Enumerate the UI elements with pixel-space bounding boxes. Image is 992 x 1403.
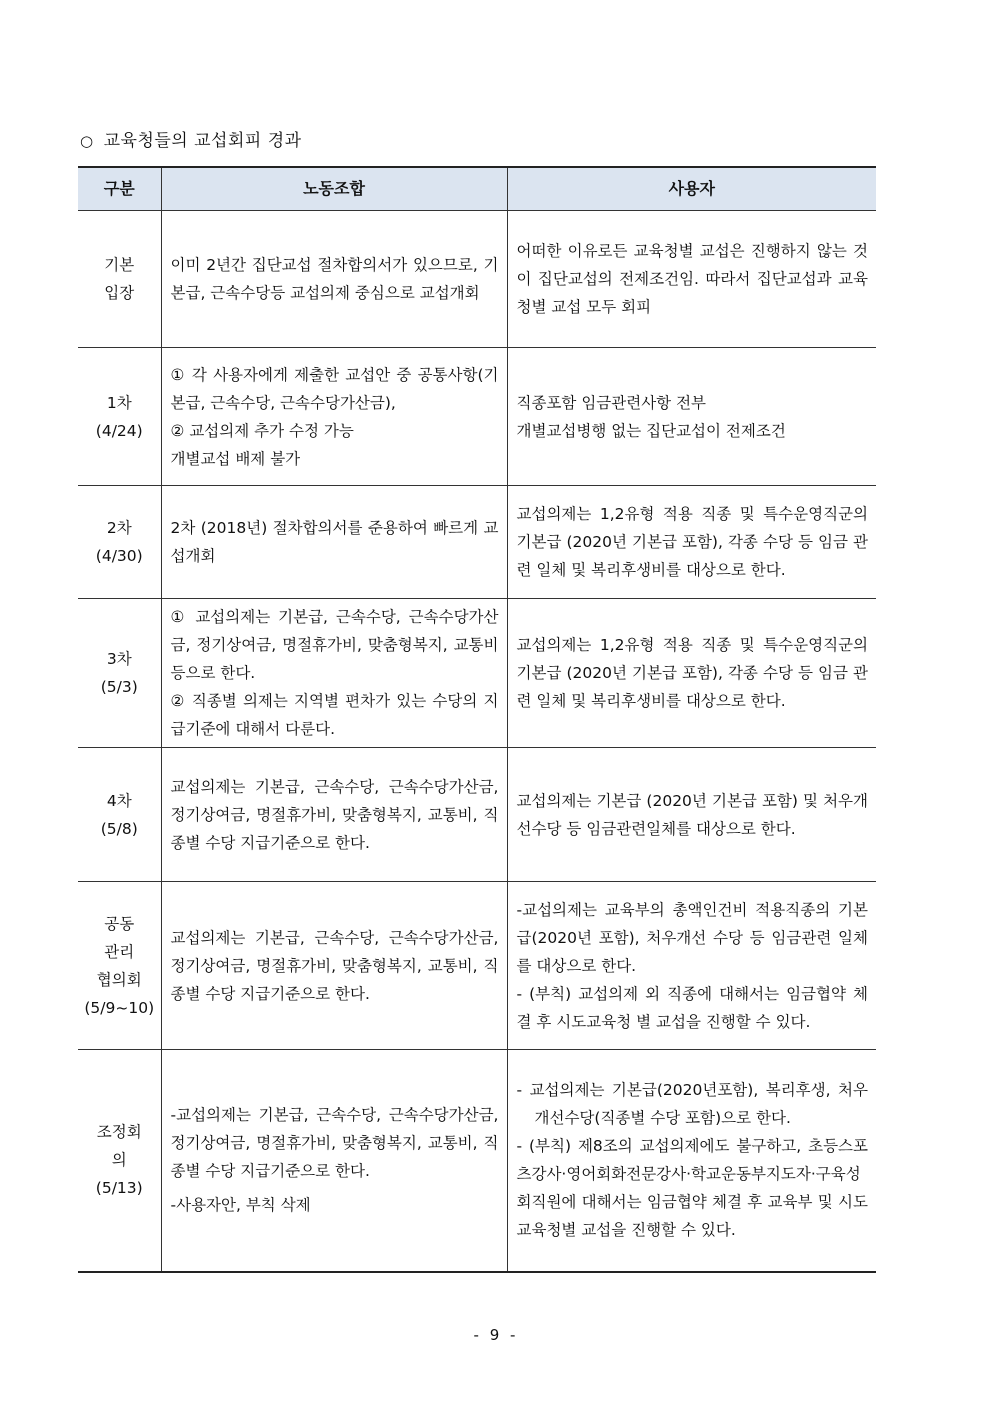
employer-cell: - 교섭의제는 기본급(2020년포함), 복리후생, 처우개선수당(직종별 수당 포함)으로 한다. - (부칙) 제8조의 교섭의제에도 불구하고, 초등스포츠강사·영어회화전문강사·학교운동부지도자·구육성회직원에 대해서는 임금협약 체결 후 교육부 및 시도교육청별 교섭을 진행할 수 있다.	[507, 1050, 876, 1272]
employer-cell: 어떠한 이유로든 교육청별 교섭은 진행하지 않는 것이 집단교섭의 전제조건임. 따라서 집단교섭과 교육청별 교섭 모두 회피	[507, 211, 876, 348]
stage-cell: 3차 (5/3)	[78, 599, 161, 748]
stage-cell: 기본 입장	[78, 211, 161, 348]
section-heading	[80, 126, 302, 151]
employer-cell: 교섭의제는 1,2유형 적용 직종 및 특수운영직군의 기본급 (2020년 기본급 포함), 각종 수당 등 임금 관련 일체 및 복리후생비를 대상으로 한다.	[507, 599, 876, 748]
negotiation-table	[78, 166, 876, 1273]
table-row	[78, 1050, 876, 1272]
circle-bullet-icon: ○	[80, 132, 94, 150]
employer-cell: 교섭의제는 기본급 (2020년 기본급 포함) 및 처우개선수당 등 임금관련일체를 대상으로 한다.	[507, 748, 876, 882]
header-union: 노동조합	[161, 167, 507, 211]
table-row	[78, 882, 876, 1050]
union-cell: ① 교섭의제는 기본급, 근속수당, 근속수당가산금, 정기상여금, 명절휴가비, 맞춤형복지, 교통비 등으로 한다. ② 직종별 의제는 지역별 편차가 있는 수당의 지급기준에 대해서 다룬다.	[161, 599, 507, 748]
table-header-row	[78, 167, 876, 211]
table-row	[78, 486, 876, 599]
union-cell: 교섭의제는 기본급, 근속수당, 근속수당가산금, 정기상여금, 명절휴가비, 맞춤형복지, 교통비, 직종별 수당 지급기준으로 한다.	[161, 882, 507, 1050]
header-employer: 사용자	[507, 167, 876, 211]
employer-cell: -교섭의제는 교육부의 총액인건비 적용직종의 기본급(2020년 포함), 처우개선 수당 등 임금관련 일체를 대상으로 한다. - (부칙) 교섭의제 외 직종에 대해서는 임금협약 체결 후 시도교육청 별 교섭을 진행할 수 있다.	[507, 882, 876, 1050]
stage-cell: 4차 (5/8)	[78, 748, 161, 882]
union-cell: 교섭의제는 기본급, 근속수당, 근속수당가산금, 정기상여금, 명절휴가비, 맞춤형복지, 교통비, 직종별 수당 지급기준으로 한다.	[161, 748, 507, 882]
table-row	[78, 748, 876, 882]
union-cell: 이미 2년간 집단교섭 절차합의서가 있으므로, 기본급, 근속수당등 교섭의제 중심으로 교섭개회	[161, 211, 507, 348]
header-stage: 구분	[78, 167, 161, 211]
page-number: - 9 -	[473, 1326, 519, 1344]
table-row	[78, 599, 876, 748]
employer-cell: 직종포함 임금관련사항 전부 개별교섭병행 없는 집단교섭이 전제조건	[507, 348, 876, 486]
stage-cell: 공동 관리 협의회 (5/9~10)	[78, 882, 161, 1050]
stage-cell: 조정회 의 (5/13)	[78, 1050, 161, 1272]
stage-cell: 1차 (4/24)	[78, 348, 161, 486]
union-cell: 2차 (2018년) 절차합의서를 준용하여 빠르게 교섭개회	[161, 486, 507, 599]
table-row	[78, 348, 876, 486]
union-cell: -교섭의제는 기본급, 근속수당, 근속수당가산금, 정기상여금, 명절휴가비, 맞춤형복지, 교통비, 직종별 수당 지급기준으로 한다. -사용자안, 부칙 삭제	[161, 1050, 507, 1272]
union-cell: ① 각 사용자에게 제출한 교섭안 중 공통사항(기본급, 근속수당, 근속수당가산금), ② 교섭의제 추가 수정 가능 개별교섭 배제 불가	[161, 348, 507, 486]
employer-cell: 교섭의제는 1,2유형 적용 직종 및 특수운영직군의 기본급 (2020년 기본급 포함), 각종 수당 등 임금 관련 일체 및 복리후생비를 대상으로 한다.	[507, 486, 876, 599]
section-heading-text: 교육청들의 교섭회피 경과	[103, 131, 302, 151]
table-row	[78, 211, 876, 348]
stage-cell: 2차 (4/30)	[78, 486, 161, 599]
